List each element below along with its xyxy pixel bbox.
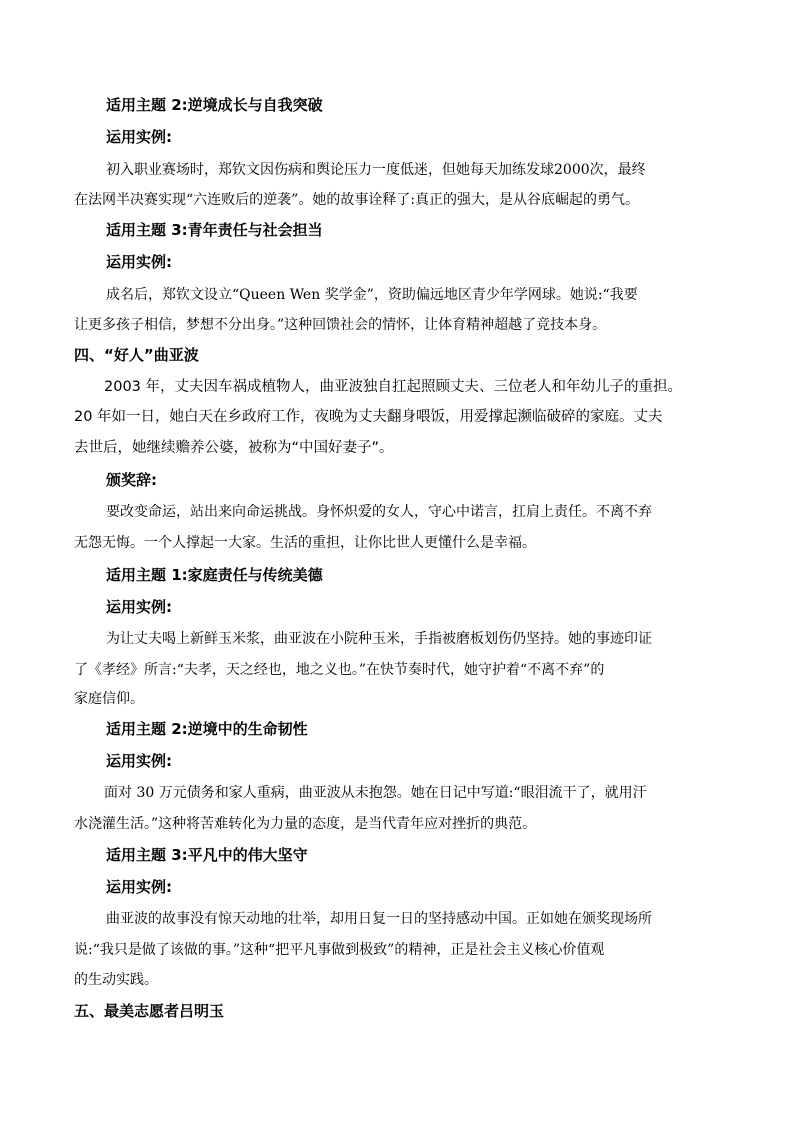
example-label: 运用实例: — [106, 878, 172, 896]
paragraph-line: 为让丈夫喝上新鲜玉米浆，曲亚波在小院种玉米，手指被磨板划伤仍坚持。她的事迹印证 — [106, 631, 652, 647]
paragraph-line: 无怨无悔。一个人撑起一大家。生活的重担，让你比世人更懂什么是幸福。 — [74, 535, 536, 551]
example-label: 运用实例: — [106, 253, 172, 271]
example-label: 运用实例: — [106, 752, 172, 770]
paragraph-line: 20 年如一日，她白天在乡政府工作，夜晚为丈夫翻身喂饭，用爱撑起濒临破碎的家庭。丈夫 — [74, 409, 663, 425]
topic-heading: 适用主题 1:家庭责任与传统美德 — [106, 566, 323, 584]
paragraph-line: 面对 30 万元债务和家人重病，曲亚波从未抱怨。她在日记中写道:“眼泪流干了，就用汗 — [104, 785, 647, 801]
paragraph-line: 2003 年，丈夫因车祸成植物人，曲亚波独自扛起照顾丈夫、三位老人和年幼儿子的重担。 — [104, 379, 683, 395]
paragraph-line: 说:“我只是做了该做的事。”这种“把平凡事做到极致”的精神，正是社会主义核心价值观 — [74, 942, 605, 958]
paragraph-line: 初入职业赛场时，郑钦文因伤病和舆论压力一度低迷，但她每天加练发球2000次，最终 — [106, 162, 646, 178]
topic-heading: 适用主题 3:平凡中的伟大坚守 — [106, 846, 308, 864]
section-heading: 四、“好人”曲亚波 — [74, 346, 199, 364]
paragraph-line: 曲亚波的故事没有惊天动地的壮举，却用日复一日的坚持感动中国。正如她在颁奖现场所 — [106, 911, 652, 927]
award-label: 颁奖辞: — [106, 471, 157, 489]
paragraph-line: 去世后，她继续赡养公婆，被称为“中国好妻子”。 — [74, 440, 394, 456]
paragraph-line: 成名后，郑钦文设立“Queen Wen 奖学金”，资助偏远地区青少年学网球。她说:“我要 — [106, 287, 638, 303]
topic-heading: 适用主题 2:逆境成长与自我突破 — [106, 96, 323, 114]
paragraph-line: 在法网半决赛实现“六连败后的逆袭”。她的故事诠释了:真正的强大，是从谷底崛起的勇气。 — [74, 192, 640, 208]
paragraph-line: 的生动实践。 — [74, 972, 158, 988]
topic-heading: 适用主题 3:青年责任与社会担当 — [106, 221, 323, 239]
example-label: 运用实例: — [106, 128, 172, 146]
example-label: 运用实例: — [106, 598, 172, 616]
paragraph-line: 要改变命运，站出来向命运挑战。身怀炽爱的女人，守心中诺言，扛肩上责任。不离不弃 — [106, 504, 652, 520]
paragraph-line: 让更多孩子相信，梦想不分出身。”这种回馈社会的情怀，让体育精神超越了竞技本身。 — [74, 317, 607, 333]
section-heading: 五、最美志愿者吕明玉 — [74, 1002, 225, 1020]
topic-heading: 适用主题 2:逆境中的生命韧性 — [106, 720, 308, 738]
paragraph-line: 家庭信仰。 — [74, 691, 144, 707]
paragraph-line: 了《孝经》所言:“夫孝，天之经也，地之义也。”在快节奏时代，她守护着“不离不弃”的 — [74, 662, 605, 678]
paragraph-line: 水浇灌生活。”这种将苦难转化为力量的态度，是当代青年应对挫折的典范。 — [74, 816, 537, 832]
